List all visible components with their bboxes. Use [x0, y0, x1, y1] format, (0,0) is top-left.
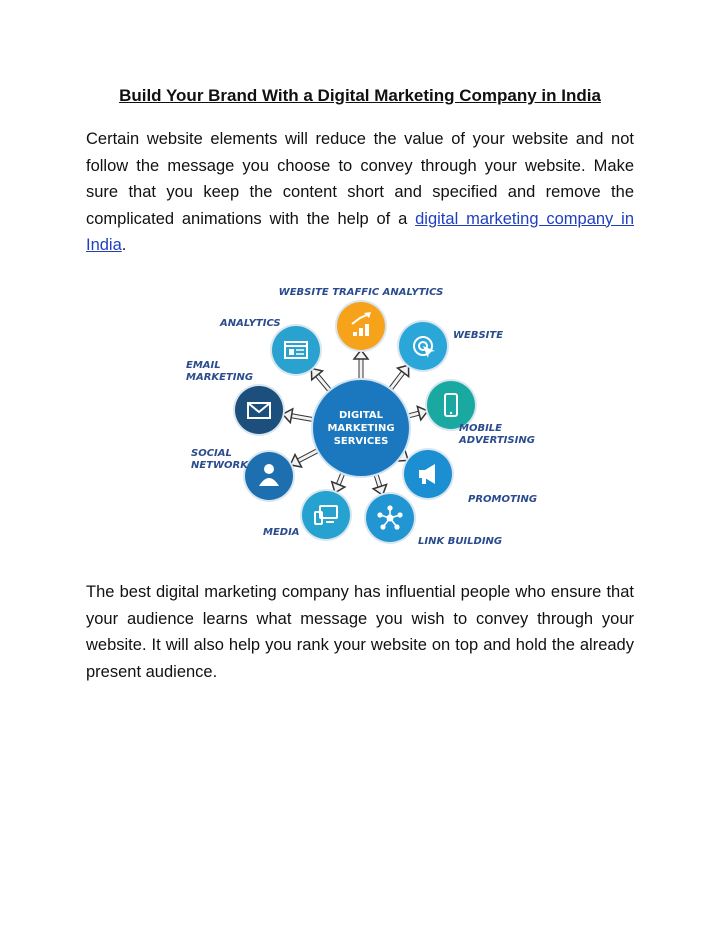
- service-node: [397, 320, 449, 372]
- intro-paragraph: [86, 126, 634, 259]
- service-label: NETWORK: [191, 460, 249, 471]
- page-title: Build Your Brand With a Digital Marketing Company in India: [119, 86, 601, 105]
- service-node-circle: [245, 452, 293, 500]
- service-node: [270, 324, 322, 376]
- service-label: MEDIA: [263, 527, 300, 538]
- closing-paragraph: The best digital marketing company has influential people who ensure that your audience learns what message you wish to convey through your website. It will also help you rank your website on top and hold the already present audience.: [86, 583, 634, 681]
- service-node-circle: [337, 302, 385, 350]
- digital-marketing-services-diagram: [178, 280, 540, 552]
- service-label: MARKETING: [186, 372, 254, 383]
- service-node: [335, 300, 387, 352]
- service-node: [243, 450, 295, 502]
- service-label: WEBSITE: [453, 330, 504, 341]
- service-label: SOCIAL: [191, 448, 232, 459]
- center-label-line: SERVICES: [333, 436, 389, 447]
- service-label: MOBILE: [459, 423, 502, 434]
- service-node: [233, 384, 285, 436]
- service-node: [300, 489, 352, 541]
- service-node-circle: [235, 386, 283, 434]
- service-node: [402, 448, 454, 500]
- service-node-circle: [427, 381, 475, 429]
- service-label: WEBSITE TRAFFIC ANALYTICS: [278, 287, 444, 298]
- service-label: ADVERTISING: [459, 435, 535, 446]
- service-label: LINK BUILDING: [418, 536, 503, 547]
- center-label-line: MARKETING: [327, 423, 395, 434]
- digital-marketing-company-link[interactable]: digital marketing company in India: [86, 209, 634, 254]
- service-label: ANALYTICS: [220, 318, 281, 329]
- intro-text-end: .: [121, 236, 127, 254]
- center-label-line: DIGITAL: [338, 410, 384, 421]
- service-label: PROMOTING: [468, 494, 538, 505]
- service-node: [364, 492, 416, 544]
- intro-text: Certain website elements will reduce the value of your website and not follow the message you choose to convey through your website. Make sure that you keep the content short and specified and remove the complicated animations with the help of a: [86, 130, 634, 228]
- service-label: EMAIL: [186, 360, 221, 371]
- service-node-circle: [302, 491, 350, 539]
- services-diagram-svg: [178, 280, 540, 552]
